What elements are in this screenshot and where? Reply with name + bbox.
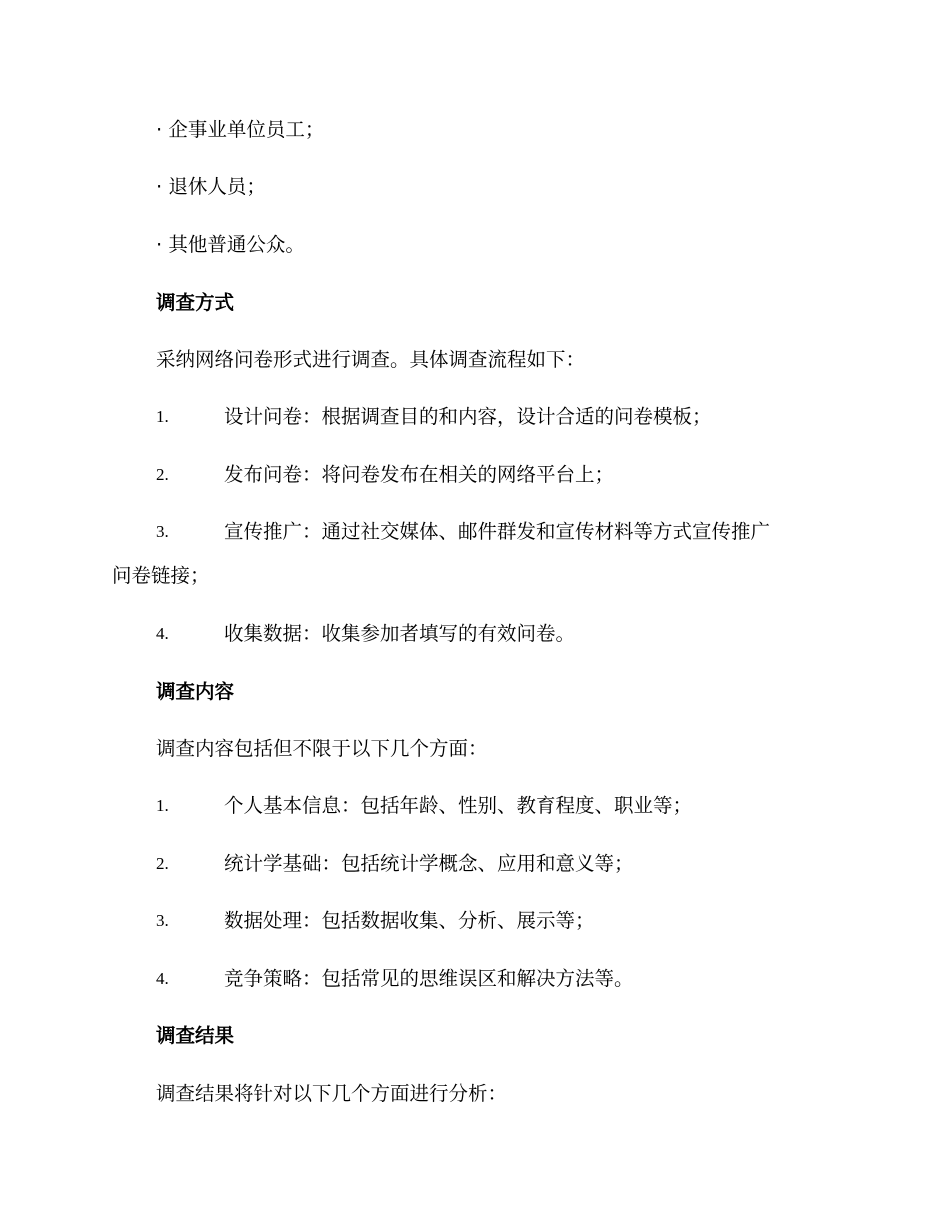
method-intro: 采纳网络问卷形式进行调查。具体调查流程如下：: [156, 348, 586, 371]
list-number: 2.: [156, 854, 169, 873]
list-number: 4.: [156, 624, 169, 643]
results-intro: 调查结果将针对以下几个方面进行分析：: [156, 1082, 508, 1105]
list-text: 个人基本信息：包括年龄、性别、教育程度、职业等；: [224, 794, 693, 817]
list-text: 统计学基础：包括统计学概念、应用和意义等；: [224, 852, 634, 875]
bullet-item: · 其他普通公众。: [156, 233, 305, 256]
content-intro: 调查内容包括但不限于以下几个方面：: [156, 737, 488, 760]
list-number: 3.: [156, 911, 169, 930]
list-text: 收集数据：收集参加者填写的有效问卷。: [224, 622, 576, 645]
list-text: 宣传推广：通过社交媒体、邮件群发和宣传材料等方式宣传推广: [224, 520, 771, 543]
list-number: 1.: [156, 407, 169, 426]
list-text: 数据处理：包括数据收集、分析、展示等；: [224, 909, 595, 932]
list-number: 3.: [156, 522, 169, 541]
section-heading-results: 调查结果: [156, 1024, 235, 1047]
section-heading-content: 调查内容: [156, 680, 235, 703]
list-text: 发布问卷：将问卷发布在相关的网络平台上；: [224, 463, 615, 486]
bullet-item: · 退休人员；: [156, 175, 266, 198]
list-number: 2.: [156, 465, 169, 484]
section-heading-method: 调查方式: [156, 291, 235, 314]
list-number: 1.: [156, 796, 169, 815]
list-number: 4.: [156, 969, 169, 988]
list-text: 竞争策略：包括常见的思维误区和解决方法等。: [224, 967, 634, 990]
list-text-continuation: 问卷链接；: [112, 564, 210, 587]
list-text: 设计问卷：根据调查目的和内容，设计合适的问卷模板；: [224, 405, 712, 428]
bullet-item: · 企事业单位员工；: [156, 118, 325, 141]
